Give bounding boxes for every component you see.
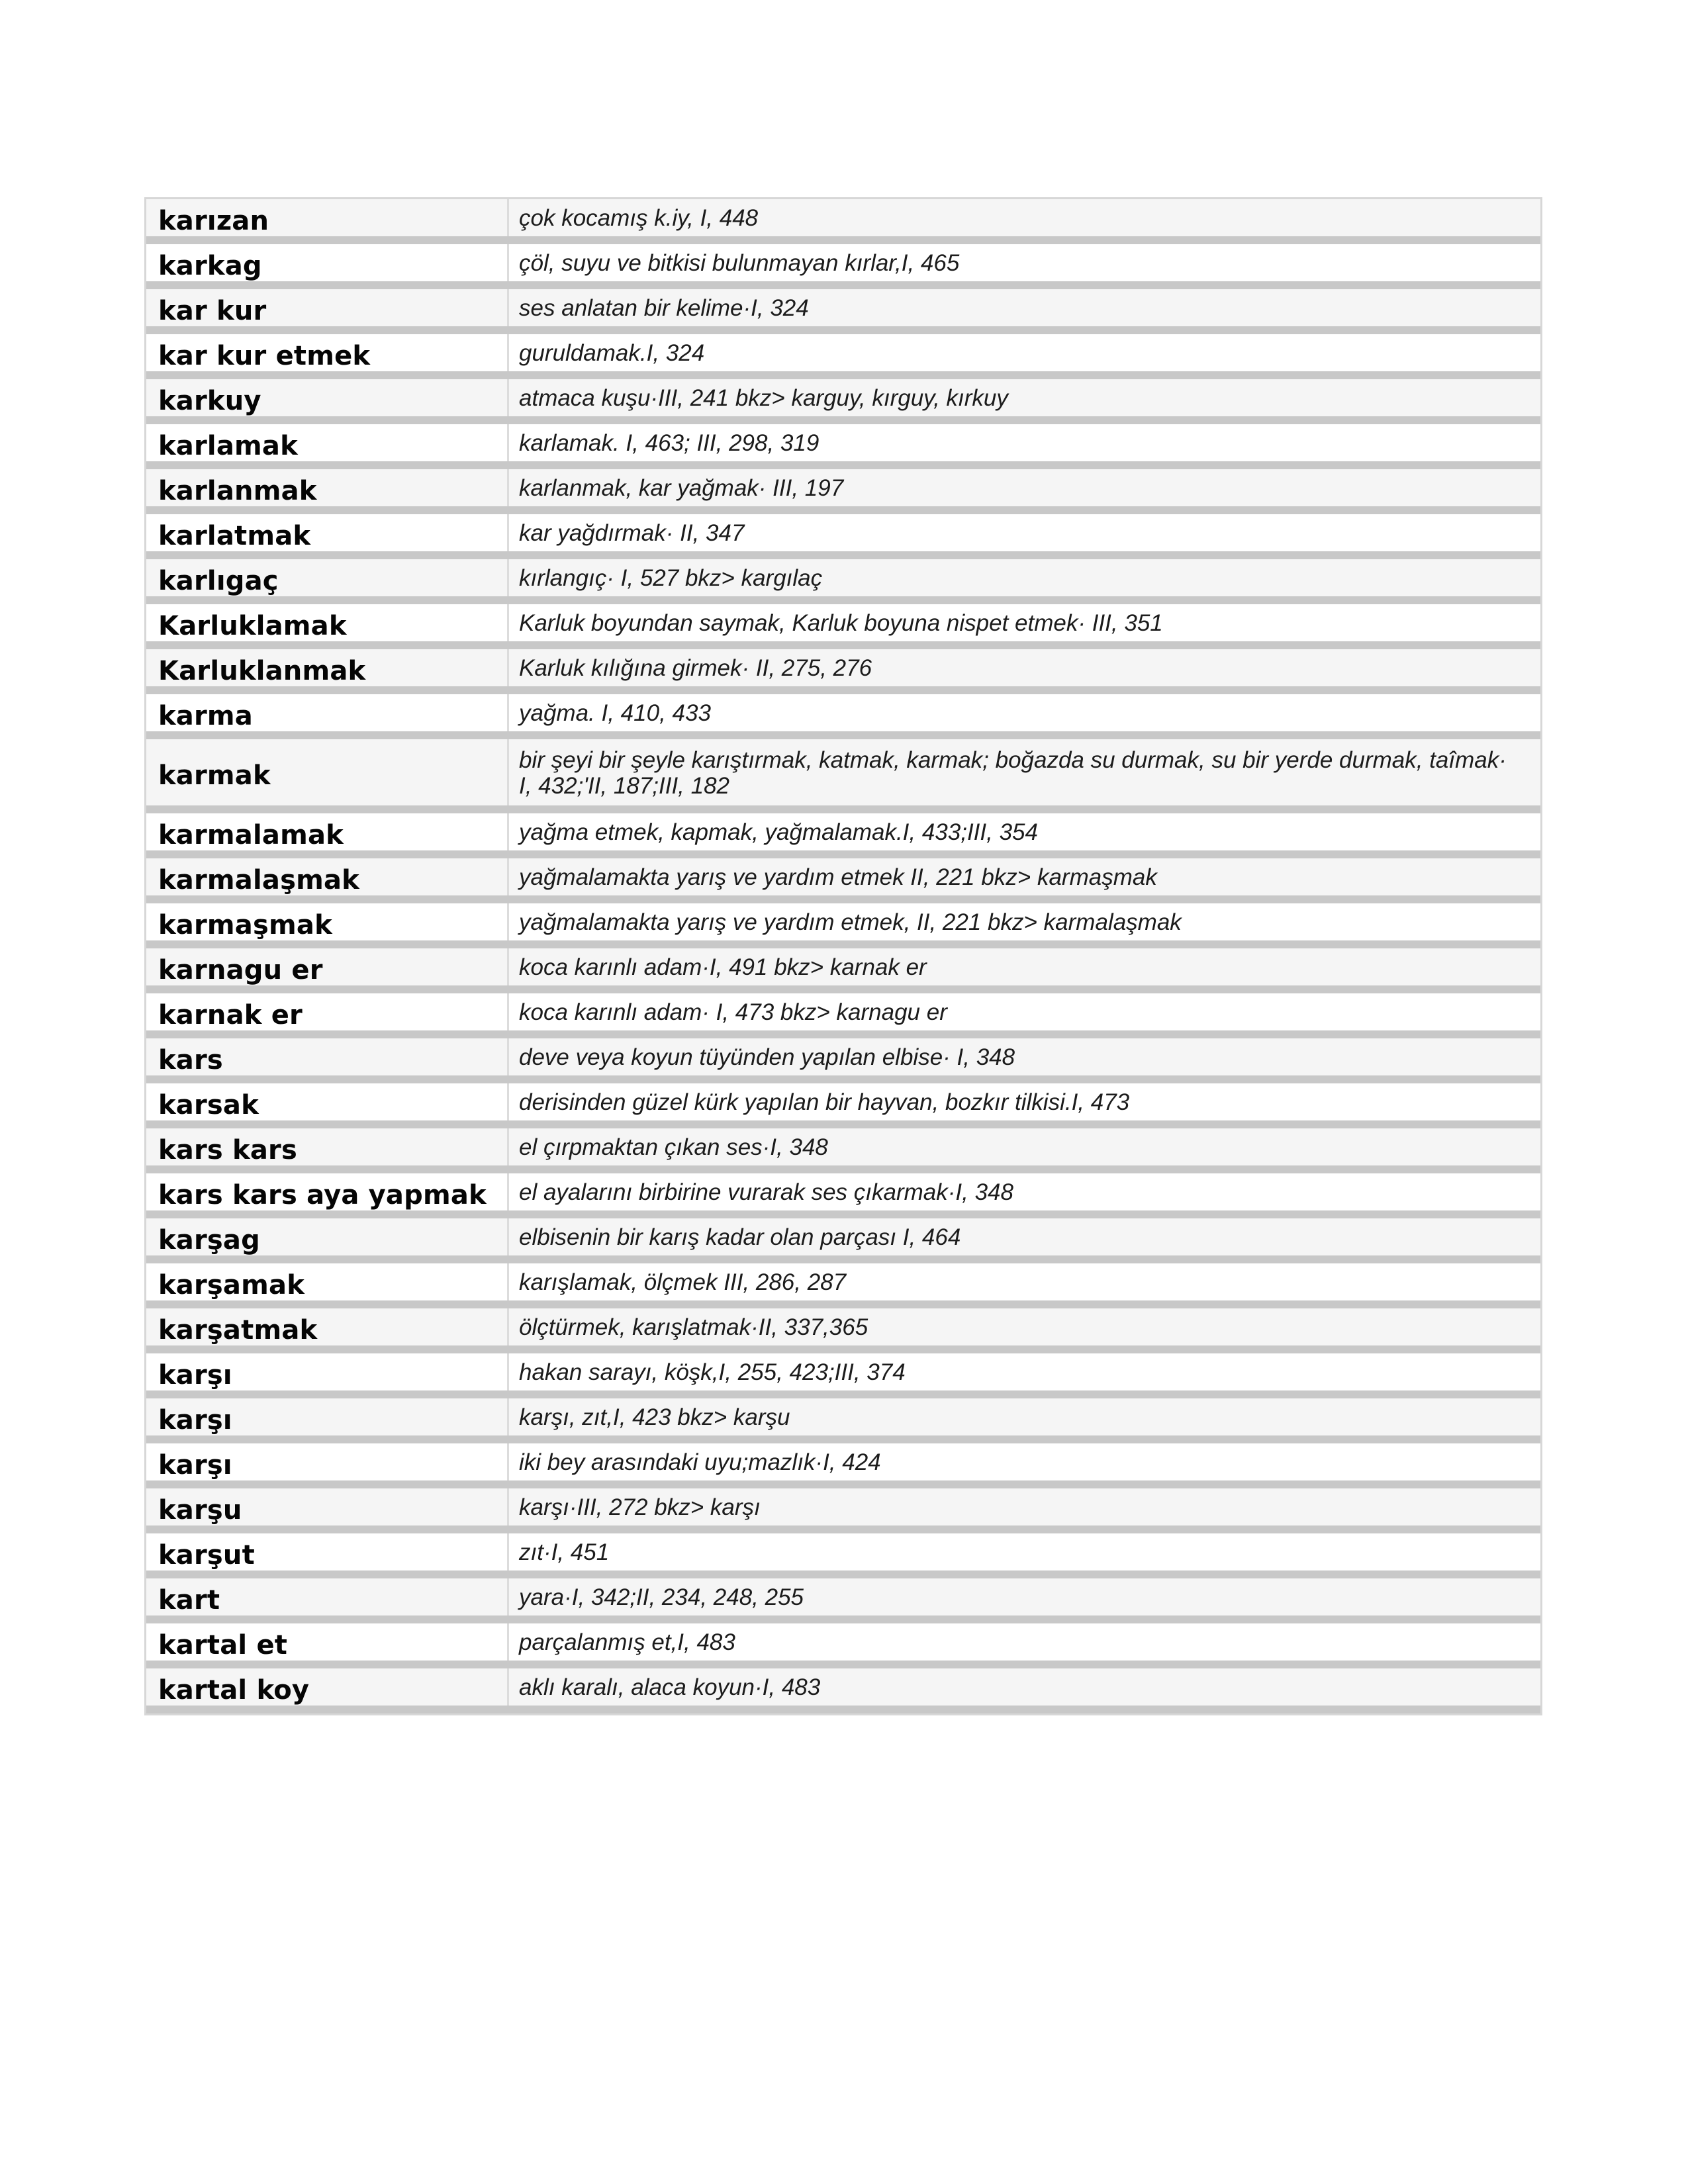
definition-text: koca karınlı adam· I, 473 bkz> karnagu er [519, 999, 947, 1026]
definition-cell [509, 1623, 1540, 1661]
definition-cell [509, 1308, 1540, 1345]
definition-cell [509, 1398, 1540, 1435]
headword: kars kars aya yapmak [158, 1180, 487, 1210]
headword: karnagu er [158, 955, 323, 985]
definition-text: karşı, zıt,I, 423 bkz> karşu [519, 1404, 790, 1431]
glossary-row [146, 244, 1540, 289]
headword: karızan [158, 206, 269, 236]
headword: karşatmak [158, 1315, 318, 1345]
definition-text: karşı·III, 272 bkz> karşı [519, 1494, 761, 1521]
definition-cell [509, 1353, 1540, 1390]
glossary-row [146, 1038, 1540, 1083]
glossary-row [146, 1398, 1540, 1443]
headword: karmalamak [158, 820, 344, 850]
definition-text: parçalanmış et,I, 483 [519, 1629, 735, 1656]
definition-text: yağma etmek, kapmak, yağmalamak.I, 433;III, 354 [519, 819, 1038, 846]
definition-text: çöl, suyu ve bitkisi bulunmayan kırlar,I, 465 [519, 250, 960, 277]
headword: kartal koy [158, 1675, 310, 1706]
glossary-row [146, 948, 1540, 993]
headword: karlamak [158, 431, 298, 461]
definition-cell [509, 1668, 1540, 1706]
word-cell [146, 1668, 509, 1706]
definition-text: kar yağdırmak· II, 347 [519, 520, 745, 547]
definition-text: deve veya koyun tüyünden yapılan elbise· I, 348 [519, 1044, 1015, 1071]
glossary-row [146, 739, 1540, 813]
definition-text: karlanmak, kar yağmak· III, 197 [519, 475, 844, 502]
word-cell [146, 559, 509, 596]
definition-cell [509, 1533, 1540, 1570]
definition-cell [509, 289, 1540, 326]
word-cell [146, 1083, 509, 1120]
word-cell [146, 694, 509, 731]
word-cell [146, 1128, 509, 1165]
glossary-row [146, 514, 1540, 559]
word-cell [146, 1578, 509, 1615]
definition-cell [509, 1578, 1540, 1615]
headword: karkuy [158, 386, 261, 416]
glossary-row [146, 604, 1540, 649]
glossary-row [146, 903, 1540, 948]
definition-cell [509, 993, 1540, 1030]
glossary-row [146, 649, 1540, 694]
definition-text: Karluk kılığına girmek· II, 275, 276 [519, 655, 872, 682]
word-cell [146, 1353, 509, 1390]
headword: karşu [158, 1495, 242, 1525]
definition-cell [509, 334, 1540, 371]
word-cell [146, 424, 509, 461]
headword: karmak [158, 760, 271, 791]
headword: Karluklanmak [158, 656, 366, 686]
glossary-row [146, 1533, 1540, 1578]
glossary-row [146, 1578, 1540, 1623]
definition-cell [509, 649, 1540, 686]
definition-text: hakan sarayı, köşk,I, 255, 423;III, 374 [519, 1359, 906, 1386]
definition-text: çok kocamış k.iy, I, 448 [519, 205, 759, 232]
definition-cell [509, 903, 1540, 940]
definition-cell [509, 1173, 1540, 1210]
definition-text: ses anlatan bir kelime·I, 324 [519, 295, 809, 322]
definition-cell [509, 514, 1540, 551]
headword: kartal et [158, 1630, 288, 1661]
headword: karşı [158, 1360, 232, 1390]
glossary-row [146, 559, 1540, 604]
headword: karşamak [158, 1270, 305, 1300]
definition-text: aklı karalı, alaca koyun·I, 483 [519, 1674, 821, 1701]
definition-cell [509, 694, 1540, 731]
definition-text: el ayalarını birbirine vurarak ses çıkarmak·I, 348 [519, 1179, 1013, 1206]
definition-cell [509, 948, 1540, 985]
definition-cell [509, 379, 1540, 416]
headword: karlıgaç [158, 566, 279, 596]
definition-text: el çırpmaktan çıkan ses·I, 348 [519, 1134, 828, 1161]
definition-text: Karluk boyundan saymak, Karluk boyuna nispet etmek· III, 351 [519, 610, 1163, 637]
word-cell [146, 1173, 509, 1210]
word-cell [146, 1488, 509, 1525]
definition-cell [509, 559, 1540, 596]
glossary-row [146, 1263, 1540, 1308]
word-cell [146, 244, 509, 281]
definition-text: zıt·I, 451 [519, 1539, 610, 1566]
headword: karmalaşmak [158, 865, 359, 895]
glossary-row [146, 1443, 1540, 1488]
word-cell [146, 858, 509, 895]
definition-cell [509, 1443, 1540, 1480]
glossary-row [146, 1173, 1540, 1218]
glossary-row [146, 1668, 1540, 1713]
headword: karkag [158, 251, 262, 281]
word-cell [146, 948, 509, 985]
definition-text: yağmalamakta yarış ve yardım etmek II, 221 bkz> karmaşmak [519, 864, 1157, 891]
definition-text: elbisenin bir karış kadar olan parçası I, 464 [519, 1224, 961, 1251]
definition-cell [509, 424, 1540, 461]
headword: kars [158, 1045, 223, 1075]
headword: karlanmak [158, 476, 317, 506]
headword: kart [158, 1585, 220, 1615]
definition-cell [509, 813, 1540, 850]
definition-cell [509, 604, 1540, 641]
definition-text: yağmalamakta yarış ve yardım etmek, II, 221 bkz> karmalaşmak [519, 909, 1182, 936]
glossary-row [146, 424, 1540, 469]
definition-cell [509, 199, 1540, 236]
word-cell [146, 1623, 509, 1661]
glossary-row [146, 1353, 1540, 1398]
word-cell [146, 199, 509, 236]
headword: karnak er [158, 1000, 303, 1030]
glossary-row [146, 199, 1540, 244]
glossary-row [146, 1128, 1540, 1173]
word-cell [146, 649, 509, 686]
word-cell [146, 813, 509, 850]
definition-text: ölçtürmek, karışlatmak·II, 337,365 [519, 1314, 868, 1341]
glossary-row [146, 1488, 1540, 1533]
headword: karsak [158, 1090, 259, 1120]
word-cell [146, 379, 509, 416]
word-cell [146, 1398, 509, 1435]
definition-cell [509, 244, 1540, 281]
definition-text: yağma. I, 410, 433 [519, 700, 711, 727]
glossary-row [146, 469, 1540, 514]
word-cell [146, 1218, 509, 1255]
glossary-row [146, 1623, 1540, 1668]
word-cell [146, 993, 509, 1030]
glossary-row [146, 1083, 1540, 1128]
definition-cell [509, 1218, 1540, 1255]
glossary-row [146, 694, 1540, 739]
definition-cell [509, 1038, 1540, 1075]
definition-cell [509, 1083, 1540, 1120]
word-cell [146, 1308, 509, 1345]
word-cell [146, 1443, 509, 1480]
headword: karşı [158, 1450, 232, 1480]
definition-cell [509, 739, 1540, 805]
definition-text: bir şeyi bir şeyle karıştırmak, katmak, karmak; boğazda su durmak, su bir yerde durmak, taîmak· I, 432;'II, 187;III, 182 [519, 747, 1507, 799]
definition-cell [509, 1263, 1540, 1300]
word-cell [146, 604, 509, 641]
headword: karşut [158, 1540, 255, 1570]
definition-cell [509, 1128, 1540, 1165]
word-cell [146, 739, 509, 805]
definition-text: kırlangıç· I, 527 bkz> kargılaç [519, 565, 823, 592]
glossary-row [146, 334, 1540, 379]
headword: karşag [158, 1225, 260, 1255]
word-cell [146, 1038, 509, 1075]
glossary-row [146, 379, 1540, 424]
definition-text: atmaca kuşu·III, 241 bkz> karguy, kırguy, kırkuy [519, 385, 1008, 412]
glossary-row [146, 858, 1540, 903]
headword: karmaşmak [158, 910, 332, 940]
glossary-row [146, 289, 1540, 334]
definition-text: iki bey arasındaki uyu;mazlık·I, 424 [519, 1449, 881, 1476]
definition-cell [509, 1488, 1540, 1525]
definition-text: guruldamak.I, 324 [519, 340, 705, 367]
glossary-row [146, 813, 1540, 858]
word-cell [146, 334, 509, 371]
definition-cell [509, 858, 1540, 895]
definition-text: yara·I, 342;II, 234, 248, 255 [519, 1584, 804, 1611]
headword: Karluklamak [158, 611, 347, 641]
word-cell [146, 469, 509, 506]
glossary-row [146, 1218, 1540, 1263]
glossary-table [144, 197, 1542, 1715]
definition-text: koca karınlı adam·I, 491 bkz> karnak er [519, 954, 927, 981]
headword: karma [158, 701, 253, 731]
definition-text: karlamak. I, 463; III, 298, 319 [519, 430, 820, 457]
glossary-row [146, 993, 1540, 1038]
definition-text: karışlamak, ölçmek III, 286, 287 [519, 1269, 847, 1296]
definition-cell [509, 469, 1540, 506]
word-cell [146, 289, 509, 326]
definition-text: derisinden güzel kürk yapılan bir hayvan, bozkır tilkisi.I, 473 [519, 1089, 1130, 1116]
word-cell [146, 903, 509, 940]
headword: kar kur etmek [158, 341, 371, 371]
headword: karlatmak [158, 521, 311, 551]
headword: karşı [158, 1405, 232, 1435]
word-cell [146, 1263, 509, 1300]
word-cell [146, 514, 509, 551]
glossary-row [146, 1308, 1540, 1353]
word-cell [146, 1533, 509, 1570]
headword: kar kur [158, 296, 267, 326]
headword: kars kars [158, 1135, 297, 1165]
